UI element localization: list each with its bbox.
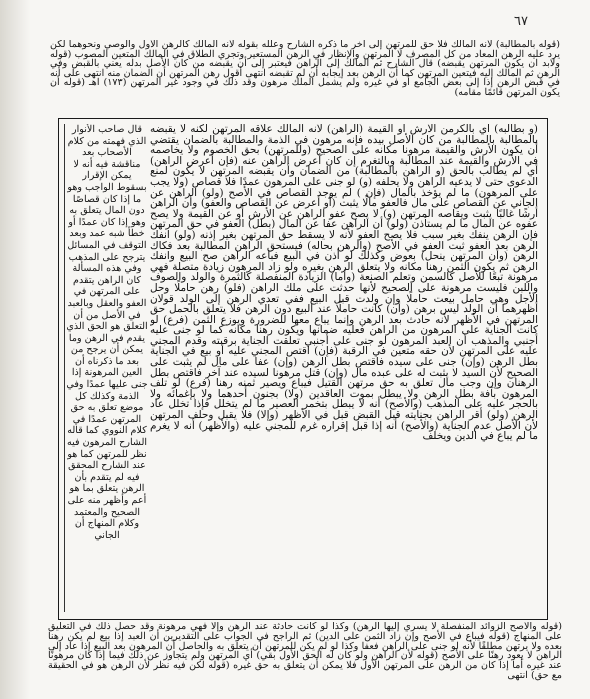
top-commentary-text: (قوله بالمطالبة) لأنه المالك فلا حق للمرتهن إلى آخر ما ذكره الشارح وعلله بقوله لأنه المالك كالرهن الأول والوصي ونحوهما لكن يرد عليه الرهن المعاد من كل المصرف لا المرتهن والإنظار في الرهن المستعير وتجري الطلاق في المالك المتعين المصوب (قوله ولابد ان يكون المرتهن يقبضه) قال الشارح ثم المالك إلى الراهن فيعتبر إلى أن يقبضه من كان الأصل بدله يعني بالقبض وفي الرهن ثم المالك إليه فيتعين المرتهن كما أن الرهن بعد إيجابه أن لم تقبضه انتهى أقول رهن المرتهن أن الضمان منه انتهى على أنه في قبض الرهن إذا إلى بعض الجامع أو في غيره ولم يشمل الملك مرهون وقد ذلك في وجود غير المرتهن (١٧٣) اهـ (قوله أن يكون المرتهن قائمًا مقامه) (50, 40, 560, 98)
page-gutter-shadow (0, 0, 30, 699)
bottom-commentary-text: (قوله والأصح الزوائد المنفصلة لا يسري إليها الرهن) وكذا لو كانت حادثة عند الرهن وإلا فهي مرهونة وقد حصل ذلك في التعليق على المنهاج (قوله فيباع في الأصح وإن زاد الثمن على الدين) ثم الراجح في الجواب على التقديرين أن العبد إذا بيع لم يكن رهنا بعده ولا يرتهن مطلقًا لأنه لو جنى على الراهن فعفا وكذا لو لم يكن للمرتهن أن يتعلق به والحاصل أن المرهون بعد البيع إذا عاد إلى الراهن لا يعود رهنًا على الأصح (قوله لأن الراهن ولو كان له الحق الأول بقي) أي المرتهن ولم يتجاوز عن ذلك فيما إذا كان مرهونًا عند غيره أما إذا كان من الرهن على المرتهن الأول فلا يمكن أن يتعلق به حق غيره (قوله لكن فيه نظر لأن الرهن هو في الحقيقة مع حق) انتهى (48, 622, 562, 681)
page-number: ٦٧ (514, 14, 528, 29)
main-text-body: (و بطالبه) أي بالكرمن الأرش أو القيمة (الراهن) لأنه المالك علاقه المرتهن لكنه لا يقبضه بالمطالبة بالمطالبة من كان الأصل بيده فإنه مرهون في الذمة والمطالبة بالضمان يقتضي أن يكون الأرش والقيمة مرهونا مكانه على الصحيح (وللمرتهن) بحق الخصوم ولا يخاصمه في الأرش والقيمة عند المطالبة وبالتغرم إن كان أعرض الراهن عنه (فإن أعرض الراهن) أي لم يطالب بالحق (و الراهن بالمطالبة) من الضمان وأن يقبضه المرتهن لا يكون لمنع الدعوى حتى لا يدعيه الراهن ولا يحلفه (و) لو جنى على المرهون عمدًا فلا قصاص (ولا يجب على المرهون) ما لم يؤخذ بالمال (فإن ) لم يوجد القصاص في الأصح (ولو) الراهن عن الجاني عن القصاص على مال فالعفو مالًا يثبت (أو أعرض عن القصاص والعفو) وأن الراهن أرشًا غالبًا يثبت ويقاصه المرتهن (و) لا يصح عفو الراهن عن الأرش أو عن القيمة ولا يصح عفوه عن المال ما لم يستأذن (ولو) أن الراهن عفا عن المال (بطل) العفو في حق المرتهن فإن الرهن ينفك بغير سبب فلا يصح العفو لأنه لا يسقط حق المرتهن بغير إذنه (ولو) انفك الرهن بعد العفو ثبت العفو في الأصح (والرهن بحاله) فيستحق الراهن المطالبة بعد فكاك الرهن (وأن المرتهن ينحل) بعوض وكذلك لو أذن في البيع فباعه الراهن صح البيع وانفك الرهن ثم يكون الثمن رهنا مكانه ولا يتعلق الرهن بغيره ولو زاد المرهون زيادة متصلة فهي مرهونة تبعًا للأصل كالسمن وتعلم الصنعة (وأما) الزيادة المنفصلة كالثمرة والولد والصوف واللبن فليست مرهونة على الصحيح لأنها حدثت على ملك الراهن (فلو) رهن حاملًا وحل الأجل وهي حامل بيعت حاملًا وإن ولدت قبل البيع ففي تعدي الرهن إلى الولد قولان أظهرهما أن الولد ليس برهن (وأن) كانت حاملًا عند البيع دون الرهن فلا يتعلق بالحمل حق المرتهن في الأظهر لأنه حادث بعد الرهن وإنما يباع معها للضرورة ويوزع الثمن (فرع) لو كانت الجناية على المرهون من الراهن فعليه ضمانها ويكون رهنا مكانه كما لو جنى عليه أجنبي والمذهب أن العبد المرهون لو جنى على أجنبي تعلقت الجناية برقبته وقدم المجني عليه على المرتهن لأن حقه متعين في الرقبة (فإن) اقتص المجني عليه أو بيع في الجناية بطل الرهن (وإن) جنى على سيده فاقتص بطل الرهن (وإن) عفا على مال لم يثبت على الصحيح لأن السيد لا يثبت له على عبده مال (وإن) قتل مرهونا لسيده عند آخر فاقتص بطل الرهنان وإن وجب مال تعلق به حق مرتهن القتيل فيباع ويصير ثمنه رهنا (فرع) لو تلف المرهون بآفة بطل الرهن ولا يبطل بموت العاقدين (ولا) بجنون أحدهما ولا بإغمائه ولا بالحجر عليه على المذهب (والأصح) أنه لا يبطل بتخمر العصير ما لم يتخلل فإذا تخلل عاد الرهن (ولو) أقر الراهن بجنايته قبل القبض قبل في الأظهر (وإلا) فلا يقبل وحلف المرتهن لأن الأصل عدم الجناية (والأصح) أنه إذا قبل إقراره غرم للمجني عليه (والأظهر) أنه لا يغرم ما لم يباع في الدين ويخلف (150, 124, 538, 443)
margin-divider-rule (64, 124, 65, 612)
margin-note: قال صاحب الأنوار الذي فهمته من كلام الأصحاب بعد مناقشة فيه أنه لا يمكن الإقرار بسقوط الواجب وهو ما إذا كان قصاصًا دون المال يتعلق به وهو إذا كان عمدًا أو خطأ شبه عمد وبعد التوقف في المسائل يترجح على المذهب وفي هذه المسألة كان الراهن يتقدم على المرتهن في العفو والعقل وبالعبد في الأصل من أن التعلق هو الحق الذي يقدم في الرهن وما يمكن أن يرجح من بعد ما ذكرناه أن العين المرهونة إذا جنى عليها عمدًا وفي الذمة وكذلك كل موضع تعلق به حق المرتهن عمدًا في كلام النووي كما قاله الشارح المرهون فيه نظر للمرتهن كما هو عند الشارح المحقق فيه لم يتقدم بأن الرهن يتعلق بما هو أعم وأظهر منه على الصحيح والمعتمد وكلام المنهاج أن الجاني (66, 124, 148, 541)
